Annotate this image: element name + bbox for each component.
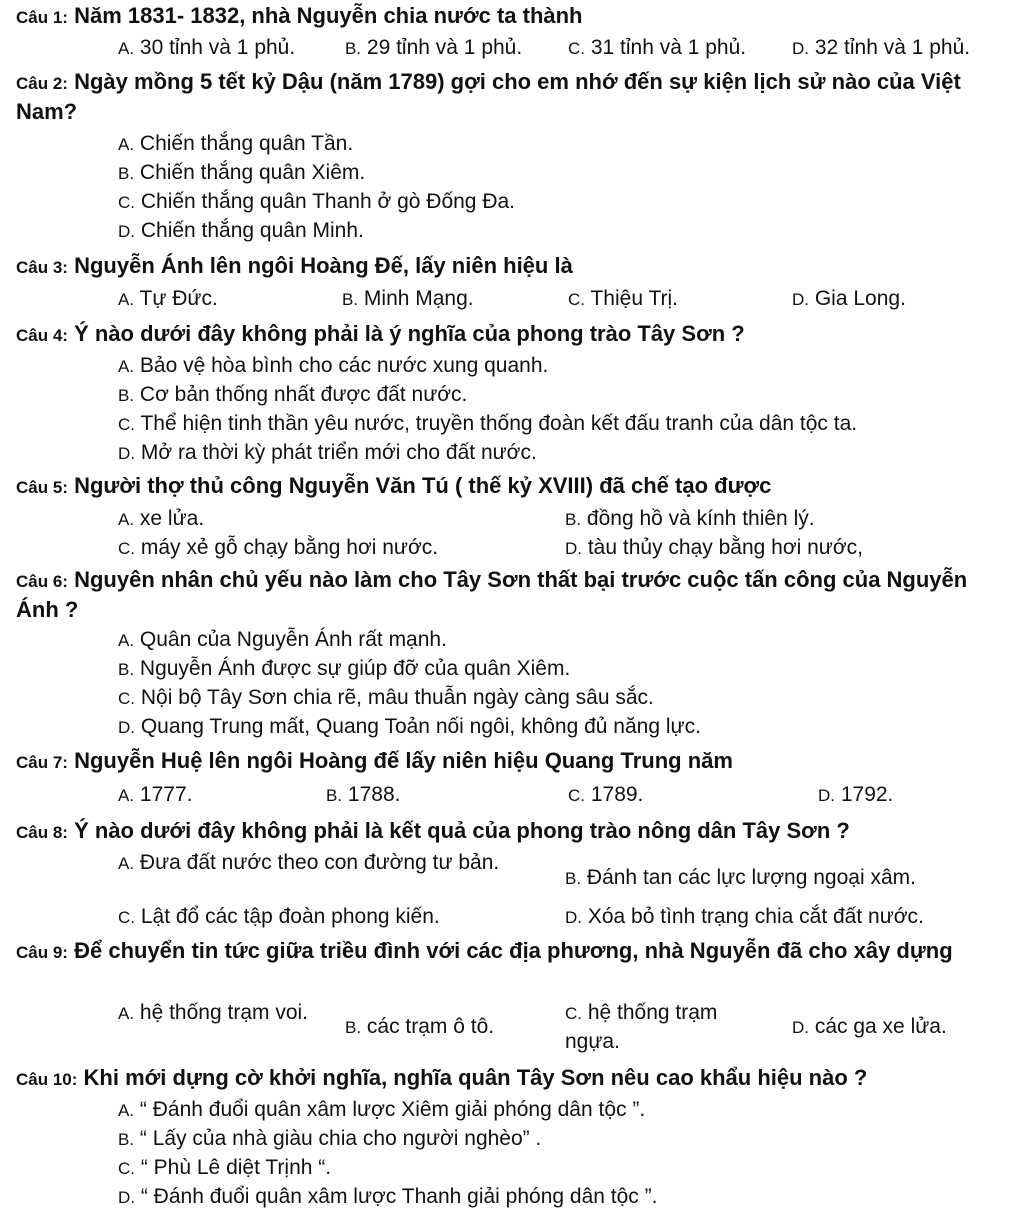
question-5 — [16, 472, 1006, 502]
question-text: Ngày mồng 5 tết kỷ Dậu (năm 1789) gợi cho em nhớ đến sự kiện lịch sử nào của Việt Nam? — [16, 69, 961, 124]
q2-option-c: C. Chiến thắng quân Thanh ở gò Đống Đa. — [118, 190, 515, 213]
question-4 — [16, 320, 1006, 350]
question-number: Câu 7: — [16, 753, 68, 772]
q5-option-b: B. đồng hồ và kính thiên lý. — [565, 507, 815, 530]
question-text: Nguyễn Ánh lên ngôi Hoàng Đế, lấy niên hiệu là — [74, 253, 573, 278]
question-1 — [16, 2, 1006, 32]
q2-option-b: B. Chiến thắng quân Xiêm. — [118, 161, 366, 184]
q4-option-b: B. Cơ bản thống nhất được đất nước. — [118, 383, 468, 406]
question-text: Người thợ thủ công Nguyễn Văn Tú ( thế kỷ XVIII) đã chế tạo được — [74, 473, 772, 498]
q9-option-b: B. các trạm ô tô. — [345, 1015, 495, 1038]
q9-option-a: A. hệ thống trạm voi. — [118, 1001, 308, 1024]
question-3 — [16, 252, 1006, 282]
q3-option-b: B. Minh Mạng. — [342, 287, 474, 310]
q1-option-d: D. 32 tỉnh và 1 phủ. — [792, 36, 971, 59]
q7-option-d: D. 1792. — [818, 783, 894, 806]
question-8 — [16, 817, 1006, 847]
question-text: Nguyễn Huệ lên ngôi Hoàng đế lấy niên hiệu Quang Trung năm — [74, 748, 733, 773]
question-2 — [16, 68, 1006, 126]
q9-option-c: C. hệ thống trạm ngựa. — [565, 1001, 718, 1053]
q3-option-a: A. Tự Đức. — [118, 287, 218, 310]
q1-option-c: C. 31 tỉnh và 1 phủ. — [568, 36, 747, 59]
question-7 — [16, 747, 1006, 777]
q1-option-a: A. 30 tỉnh và 1 phủ. — [118, 36, 296, 59]
question-text: Để chuyển tin tức giữa triều đình với các địa phương, nhà Nguyễn đã cho xây dựng — [74, 938, 953, 963]
q8-option-a: A. Đưa đất nước theo con đường tư bản. — [118, 851, 500, 874]
q5-option-a: A. xe lửa. — [118, 507, 205, 530]
question-number: Câu 9: — [16, 943, 68, 962]
question-text: Khi mới dựng cờ khởi nghĩa, nghĩa quân Tây Sơn nêu cao khẩu hiệu nào ? — [83, 1065, 868, 1090]
q7-option-a: A. 1777. — [118, 783, 193, 806]
q7-option-c: C. 1789. — [568, 783, 644, 806]
question-text: Ý nào dưới đây không phải là kết quả của phong trào nông dân Tây Sơn ? — [74, 818, 850, 843]
q8-option-c: C. Lật đổ các tập đoàn phong kiến. — [118, 905, 440, 928]
q9-option-d: D. các ga xe lửa. — [792, 1015, 947, 1038]
q4-option-d: D. Mở ra thời kỳ phát triển mới cho đất nước. — [118, 441, 537, 464]
q4-option-c: C. Thể hiện tinh thần yêu nước, truyền thống đoàn kết đấu tranh của dân tộc ta. — [118, 412, 858, 435]
q8-option-d: D. Xóa bỏ tình trạng chia cắt đất nước. — [565, 905, 924, 928]
q8-option-b: B. Đánh tan các lực lượng ngoại xâm. — [565, 866, 916, 889]
q7-option-b: B. 1788. — [326, 783, 401, 806]
question-text: Ý nào dưới đây không phải là ý nghĩa của phong trào Tây Sơn ? — [74, 321, 745, 346]
question-text: Năm 1831- 1832, nhà Nguyễn chia nước ta thành — [74, 3, 583, 28]
q2-option-d: D. Chiến thắng quân Minh. — [118, 219, 364, 242]
question-number: Câu 2: — [16, 74, 68, 93]
question-number: Câu 3: — [16, 258, 68, 277]
q6-option-a: A. Quân của Nguyễn Ánh rất mạnh. — [118, 628, 447, 651]
question-number: Câu 1: — [16, 8, 68, 27]
q6-option-c: C. Nội bộ Tây Sơn chia rẽ, mâu thuẫn ngày càng sâu sắc. — [118, 686, 654, 709]
q10-option-b: B. “ Lấy của nhà giàu chia cho người nghèo” . — [118, 1127, 542, 1150]
q6-option-d: D. Quang Trung mất, Quang Toản nối ngôi, không đủ năng lực. — [118, 715, 701, 738]
question-number: Câu 5: — [16, 478, 68, 497]
q5-option-c: C. máy xẻ gỗ chạy bằng hơi nước. — [118, 536, 439, 559]
q2-option-a: A. Chiến thắng quân Tần. — [118, 132, 354, 155]
q3-option-d: D. Gia Long. — [792, 287, 906, 310]
q4-option-a: A. Bảo vệ hòa bình cho các nước xung quanh. — [118, 354, 549, 377]
question-9 — [16, 937, 1006, 967]
question-6 — [16, 566, 1006, 624]
question-10 — [16, 1064, 1006, 1094]
q5-option-d: D. tàu thủy chạy bằng hơi nước, — [565, 536, 863, 559]
question-number: Câu 10: — [16, 1070, 78, 1089]
q1-option-b: B. 29 tỉnh và 1 phủ. — [345, 36, 523, 59]
q10-option-a: A. “ Đánh đuổi quân xâm lược Xiêm giải phóng dân tộc ”. — [118, 1098, 646, 1121]
q10-option-c: C. “ Phù Lê diệt Trịnh “. — [118, 1156, 332, 1179]
question-number: Câu 4: — [16, 326, 68, 345]
question-text: Nguyên nhân chủ yếu nào làm cho Tây Sơn thất bại trước cuộc tấn công của Nguyễn Ánh ? — [16, 567, 968, 622]
q6-option-b: B. Nguyễn Ánh được sự giúp đỡ của quân Xiêm. — [118, 657, 571, 680]
q3-option-c: C. Thiệu Trị. — [568, 287, 678, 310]
question-number: Câu 8: — [16, 823, 68, 842]
q10-option-d: D. “ Đánh đuổi quân xâm lược Thanh giải phóng dân tộc ”. — [118, 1185, 658, 1208]
question-number: Câu 6: — [16, 572, 68, 591]
